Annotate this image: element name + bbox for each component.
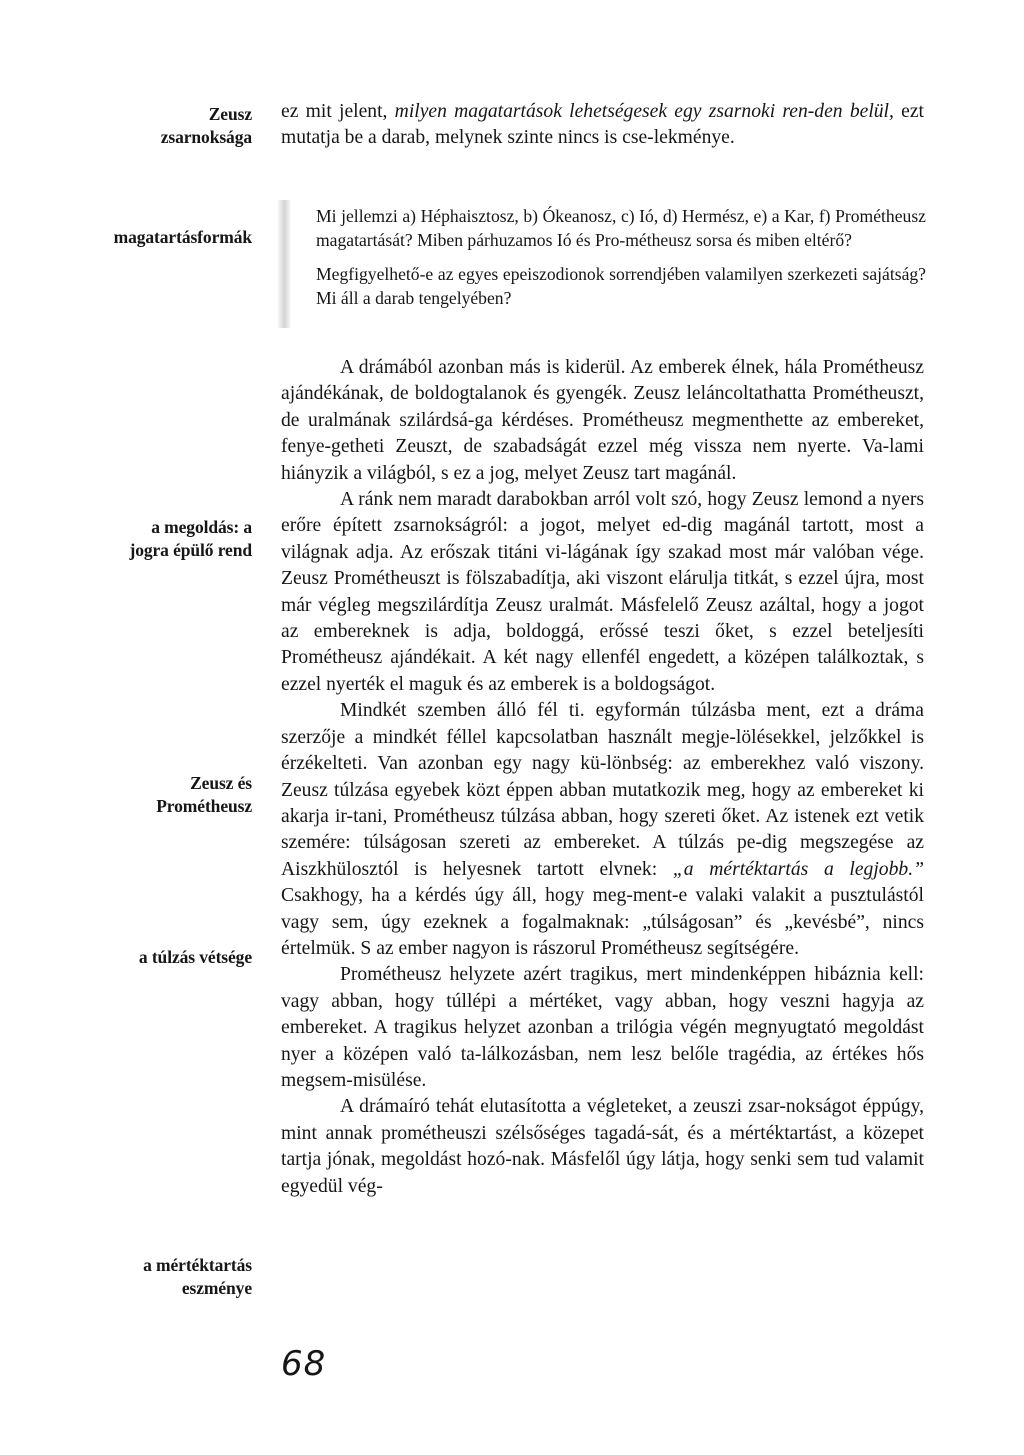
margin-note-magatartasformak: magatartásformák: [113, 227, 252, 247]
margin-note-a-mertektartas-eszmenye: a mértéktartás eszménye: [143, 1255, 252, 1298]
margin-note-zeusz-zsarnoksaga: Zeusz zsarnoksága: [160, 104, 252, 147]
intro-text-1: ez mit jelent,: [281, 101, 395, 122]
question-2: Megfigyelhető-e az egyes epeiszodionok sorrendjében valamilyen szerkezeti sajátság? Mi áll a darab tengelyében?: [316, 263, 926, 309]
intro-paragraph: [281, 99, 924, 152]
questions-block: [316, 204, 926, 320]
paragraph-4: Prométheusz helyzete azért tragikus, mert mindenképpen hibáznia kell: vagy abban, hogy túllépi a mértéket, vagy abban, hogy veszni hagyja az embereket. A tragikus helyzet azonban a trilógia végén megnyugtató megoldást nyer a középen való ta-lálkozásban, nem lesz belőle tragédia, az értékes hős megsem-misülése.: [281, 964, 924, 1091]
paragraph-3-part-b: Csakhogy, ha a kérdés úgy áll, hogy meg-ment-e valaki valakit a pusztulástól vagy sem, úgy ezeknek a fogalmaknak: „túlságosan” és „kevésbé”, nincs értelmük. S az ember nagyon is rászorul Prométheusz segítségére.: [281, 885, 924, 959]
paragraph-3-quote: „a mértéktartás a legjobb.”: [672, 858, 924, 880]
question-marker-bar: [277, 200, 291, 328]
question-1: Mi jellemzi a) Héphaisztosz, b) Ókeanosz, c) Ió, d) Hermész, e) a Kar, f) Prométheusz magatartását? Miben párhuzamos Ió és Pro-métheusz sorsa és miben eltérő?: [316, 206, 926, 251]
margin-note-a-tulzas-vetsege: a túlzás vétsége: [138, 947, 252, 967]
intro-text-italic: milyen magatartások lehetségesek egy zsarnoki ren-den belül,: [394, 101, 894, 122]
margin-note-zeusz-es-prometheusz: Zeusz és Prométheusz: [156, 773, 252, 816]
paragraph-1: A drámából azonban más is kiderül. Az emberek élnek, hála Prométheusz ajándékának, de boldogtalanok és gyengék. Zeusz leláncoltathatta Prométheuszt, de uralmának szilárdsá-ga kérdéses. Prométheusz megmenthette az embereket, fenye-getheti Zeuszt, de szabadságát ezzel még vissza nem nyerte. Va-lami hiányzik a világból, s ez a jog, melyet Zeusz tart magánál.: [281, 357, 924, 484]
main-body-text: [281, 355, 924, 1200]
paragraph-2: A ránk nem maradt darabokban arról volt szó, hogy Zeusz lemond a nyers erőre épített zsarnokságról: a jogot, melyet ed-dig magánál tartott, most a világnak adja. Az erőszak titáni vi-lágának így szakad most már valóban vége. Zeusz Prométheuszt is fölszabadítja, aki viszont elárulja titkát, s ezzel újra, most már végleg megszilárdítja Zeusz uralmát. Másfelelő Zeusz azáltal, hogy a jogot az embereknek is adja, boldoggá, erőssé teszi őket, s ezzel beteljesíti Prométheusz ajándékait. A két nagy ellenfél engedett, a középen találkoztak, s ezzel nyerték el maguk és az emberek is a boldogságot.: [281, 489, 924, 695]
page-number: 68: [281, 1344, 327, 1384]
paragraph-3-part-a: Mindkét szemben álló fél ti. egyformán túlzásba ment, ezt a dráma szerzője a mindkét féllel kapcsolatban használt megje-lölésekkel, jelzőkkel is érzékelteti. Van azonban egy nagy kü-lönbség: az emberekhez való viszony. Zeusz túlzása egyebek közt éppen abban mutatkozik meg, hogy az embereket ki akarja ir-tani, Prométheusz túlzása abban, hogy szereti őket. Az istenek ezt vetik szemére: túlságosan szereti az embereket. A túlzás pe-dig megszegése az Aiszkhülosztól is helyesnek tartott elvnek:: [281, 700, 924, 880]
paragraph-3: [281, 698, 924, 962]
margin-note-a-megoldas: a megoldás: a jogra épülő rend: [129, 517, 252, 560]
paragraph-5: A drámaíró tehát elutasította a végleteket, a zeuszi zsar-nokságot éppúgy, mint annak prométheuszi szélsőséges tagadá-sát, és a mértéktartást, a közepet tartja jónak, megoldást hozó-nak. Másfelől úgy látja, hogy senki sem tud valamit egyedül vég-: [281, 1096, 924, 1197]
intro-text-2: ezt mutatja be a darab, melynek szinte nincs is cse-lekménye.: [281, 101, 924, 149]
